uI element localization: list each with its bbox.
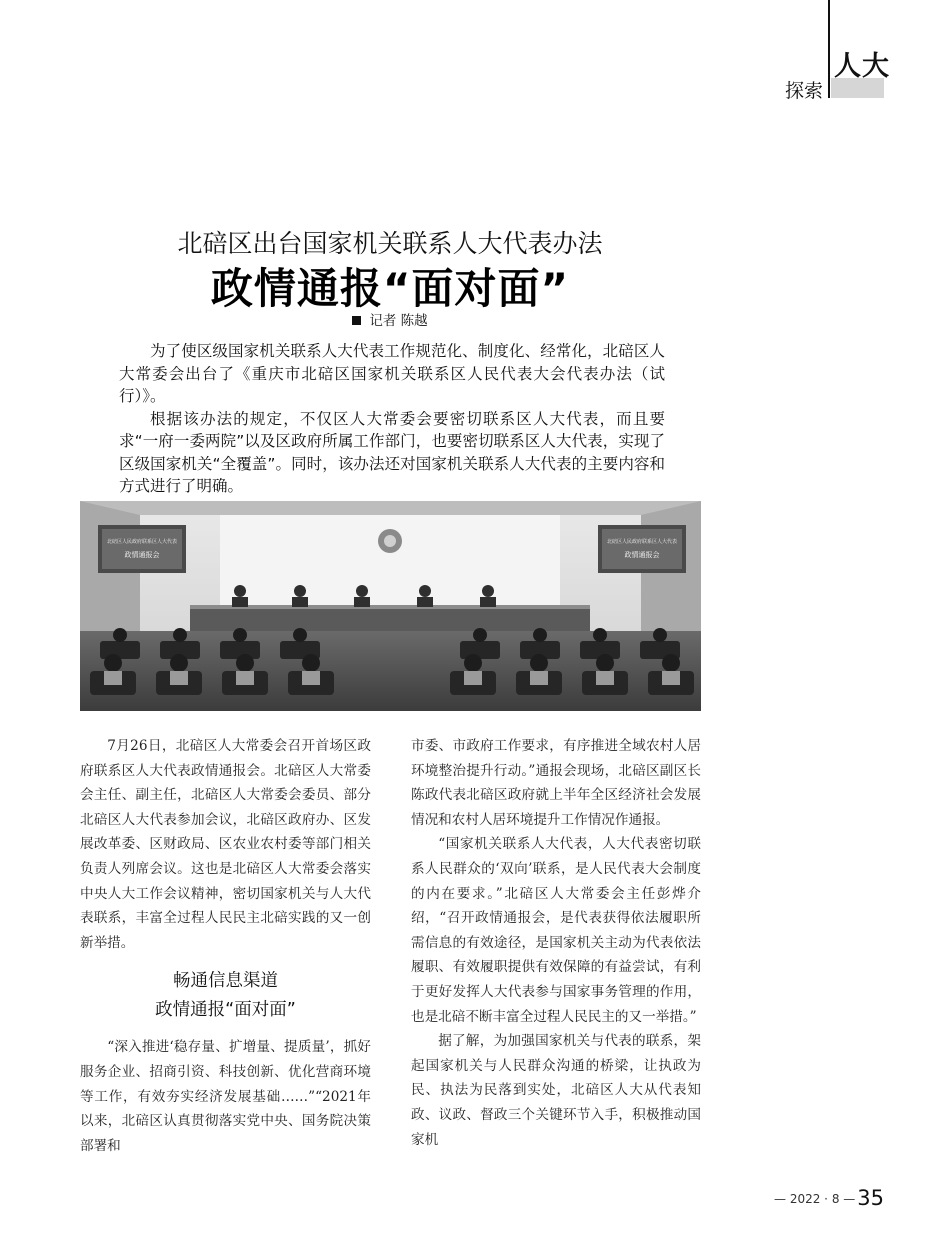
issue-date: — 2022 · 8 —: [774, 1192, 856, 1206]
page-number: 35: [857, 1186, 884, 1210]
section-divider-line: [828, 0, 830, 98]
section-tag-sub: 探索: [785, 80, 824, 102]
body-paragraph: 7月26日，北碚区人大常委会召开首场区政府联系区人大代表政情通报会。北碚区人大常委会主任、副主任，北碚区人大常委会委员、部分北碚区人大代表参加会议，北碚区政府办、区发展改革委、区财政局、区农业农村委等部门相关负责人列席会议。这也是北碚区人大常委会落实中央人大工作会议精神，密切国家机关与人大代表联系，丰富全过程人民民主北碚实践的又一创新举措。: [80, 738, 371, 951]
section-heading-line1: 畅通信息渠道: [173, 971, 278, 992]
body-paragraph: “国家机关联系人大代表，人大代表密切联系人民群众的‘双向’联系，是人民代表大会制度的内在要求。”北碚区人大常委会主任彭烨介绍，“召开政情通报会，是代表获得依法履职所需信息的有效途径，是国家机关主动为代表依法履职、有效履职提供有效保障的有益尝试，有利于更好发挥人大代表参与国家事务管理的作用，也是北碚不断丰富全过程人民民主的又一举措。”: [411, 836, 701, 1025]
section-heading: [80, 967, 371, 1025]
lead-paragraph-2: 根据该办法的规定，不仅区人大常委会要密切联系区人大代表，而且要求“一府一委两院”以及区政府所属工作部门，也要密切联系区人大代表，实现了区级国家机关“全覆盖”。同时，该办法还对国家机关联系人大代表的主要内容和方式进行了明确。: [119, 409, 665, 495]
section-tag-main: 人大: [834, 51, 890, 82]
byline-square-icon: [352, 316, 361, 325]
section-heading-line2: 政情通报“面对面”: [155, 1000, 296, 1021]
banner-left-line2: 政情通报会: [124, 551, 160, 559]
banner-left-line1: 北碚区人民政府联系区人大代表: [106, 539, 178, 545]
byline-text: 记者 陈越: [369, 313, 428, 329]
meeting-photo: [80, 501, 701, 711]
byline: [0, 309, 780, 329]
lead-paragraph-1: 为了使区级国家机关联系人大代表工作规范化、制度化、经常化，北碚区人大常委会出台了《重庆市北碚区国家机关联系区人民代表大会代表办法（试行）》。: [119, 342, 665, 405]
page-footer: [774, 1186, 884, 1210]
body-column-right: [411, 734, 701, 1152]
article-subtitle: 北碚区出台国家机关联系人大代表办法: [177, 229, 603, 258]
body-paragraph: 市委、市政府工作要求，有序推进全域农村人居环境整治提升行动。”通报会现场，北碚区副区长陈政代表北碚区政府就上半年全区经济社会发展情况和农村人居环境提升工作情况作通报。: [411, 738, 701, 828]
body-paragraph: “深入推进‘稳存量、扩增量、提质量’，抓好服务企业、招商引资、科技创新、优化营商环境等工作，有效夯实经济发展基础……”“2021年以来，北碚区认真贯彻落实党中央、国务院决策部署和: [80, 1039, 371, 1154]
body-paragraph: 据了解，为加强国家机关与代表的联系，架起国家机关与人民群众沟通的桥梁，让执政为民、执法为民落到实处，北碚区人大从代表知政、议政、督政三个关键环节入手，积极推动国家机: [411, 1033, 701, 1148]
body-column-left: [80, 734, 371, 1158]
article-title: 政情通报“面对面”: [210, 264, 570, 313]
lead-section: [119, 340, 665, 498]
banner-right-line1: 北碚区人民政府联系区人大代表: [606, 539, 678, 545]
banner-right-line2: 政情通报会: [624, 551, 660, 559]
